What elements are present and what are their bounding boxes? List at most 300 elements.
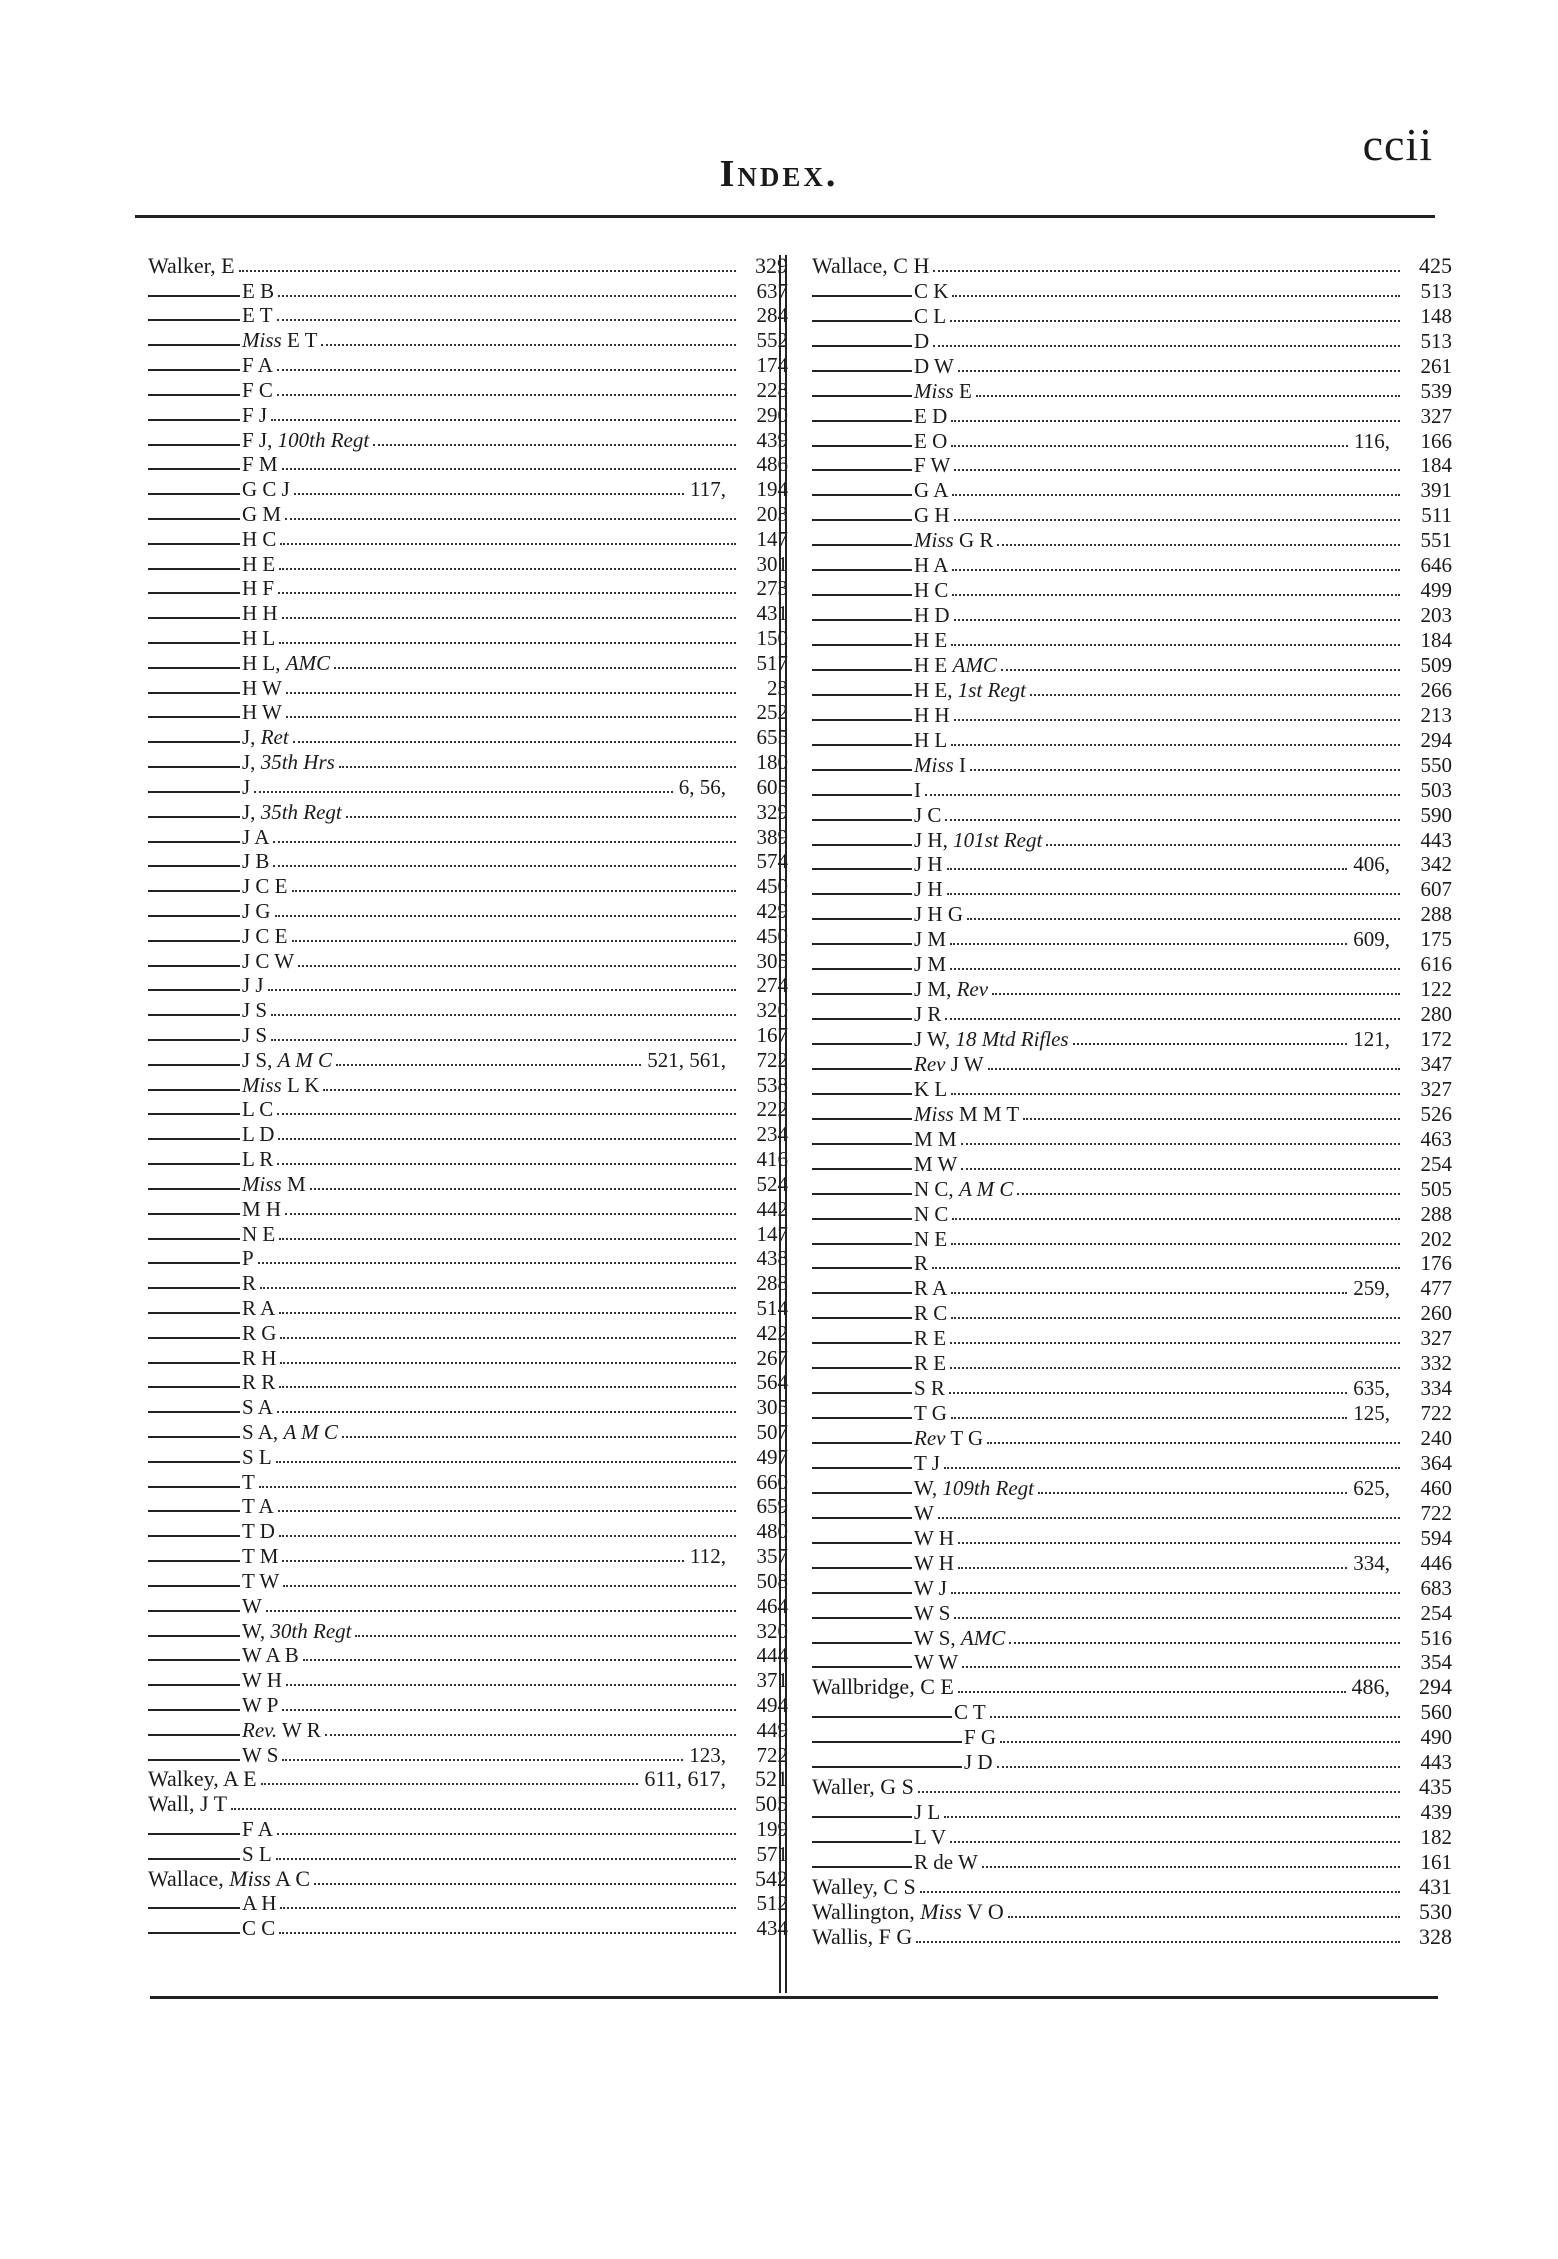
- index-entry: [148, 351, 788, 376]
- index-entry: [812, 1324, 1452, 1349]
- entry-name-text: D W: [914, 353, 954, 378]
- index-entry: [148, 1840, 788, 1865]
- dot-leader: [950, 943, 1347, 945]
- entry-name: [914, 829, 1042, 851]
- page-ref: 320: [756, 1618, 788, 1643]
- entry-name-text: F G: [964, 1725, 997, 1750]
- index-entry: [812, 1200, 1452, 1225]
- ditto-dash: [812, 1218, 912, 1220]
- page-ref: 590: [1420, 802, 1452, 827]
- ditto-dash: [148, 394, 240, 396]
- entry-title-prefix: Rev: [914, 1051, 946, 1076]
- dot-leader: [1046, 844, 1400, 846]
- page-ref: 184: [1420, 628, 1452, 652]
- entry-name: [242, 1620, 351, 1642]
- index-entry: [148, 872, 788, 897]
- dot-leader: [954, 619, 1400, 621]
- entry-name-text: Wallbridge, C E: [812, 1674, 954, 1700]
- page-ref: 327: [1420, 1076, 1452, 1101]
- entry-name-text: R A: [914, 1276, 948, 1301]
- entry-name-text: H C: [242, 526, 277, 551]
- entry-name-text: E D: [914, 403, 948, 428]
- page-ref: 494: [756, 1692, 788, 1717]
- entry-name-text: R R: [242, 1370, 276, 1395]
- ditto-dash: [148, 1039, 240, 1041]
- page-ref: 364: [1420, 1450, 1452, 1475]
- index-entry: [812, 875, 1452, 900]
- entry-name: [242, 1644, 299, 1666]
- entry-name-text: M W: [914, 1151, 958, 1176]
- dot-leader: [261, 1783, 639, 1785]
- entry-name: [242, 925, 288, 947]
- dot-leader: [954, 519, 1400, 521]
- ditto-dash: [812, 868, 912, 870]
- ditto-dash: [812, 1642, 912, 1644]
- index-entry: [148, 1120, 788, 1145]
- dot-leader: [958, 370, 1400, 372]
- index-entry: [148, 1369, 788, 1394]
- dot-leader: [325, 1734, 736, 1736]
- page-ref: 431: [1419, 1873, 1452, 1899]
- entry-name: [242, 379, 273, 401]
- entry-name-text: W S: [914, 1600, 951, 1625]
- page-ref: 305: [756, 1395, 788, 1420]
- dot-leader: [988, 1068, 1400, 1070]
- entry-name-text: J L: [914, 1800, 941, 1825]
- dot-leader: [314, 1883, 736, 1885]
- index-entry: [812, 1299, 1452, 1324]
- entry-name-text: H L: [242, 626, 276, 650]
- index-entry: [812, 1748, 1452, 1773]
- entry-name: [914, 430, 947, 452]
- dot-leader: [282, 468, 736, 470]
- dot-leader: [1038, 1492, 1347, 1494]
- entry-name-text: Wallace,: [148, 1865, 224, 1891]
- entry-name-text: G C J: [242, 477, 290, 502]
- entry-name: [914, 704, 950, 726]
- entry-name-text: T: [242, 1469, 255, 1494]
- index-entry: [148, 1592, 788, 1617]
- dot-leader: [282, 1709, 736, 1711]
- extra-page-refs: 117,: [690, 477, 726, 502]
- ditto-dash: [812, 569, 912, 571]
- index-entry: [148, 1766, 788, 1791]
- dot-leader: [925, 794, 1400, 796]
- dot-leader: [951, 1317, 1400, 1319]
- entry-name-text: J H: [914, 852, 943, 877]
- index-entry: [812, 476, 1452, 501]
- page-title: Index.: [719, 153, 839, 195]
- entry-name-text: G R: [958, 528, 994, 553]
- entry-name-text: C K: [914, 278, 949, 303]
- entry-name: [914, 779, 921, 801]
- entry-title-prefix: Miss: [914, 378, 954, 403]
- ditto-dash: [812, 893, 912, 895]
- page-ref: 538: [756, 1072, 788, 1097]
- entry-name: [242, 1322, 276, 1344]
- entry-name: [242, 1446, 272, 1468]
- index-entry: [812, 751, 1452, 776]
- bottom-rule: [150, 1996, 1438, 1999]
- entry-name-text: N C,: [914, 1176, 954, 1201]
- dot-leader: [323, 1089, 736, 1091]
- page-ref: 463: [1420, 1126, 1452, 1151]
- ditto-dash: [812, 469, 912, 471]
- dot-leader: [293, 741, 736, 743]
- entry-name-text: Wall, J T: [148, 1791, 228, 1817]
- page-ref: 184: [1420, 453, 1452, 478]
- entry-name: [242, 354, 273, 376]
- entry-name-text: M H: [242, 1196, 282, 1221]
- entry-name: [914, 1103, 1019, 1125]
- entry-unit: A M C: [277, 1047, 333, 1072]
- index-entry: [812, 1449, 1452, 1474]
- entry-name: [914, 1228, 947, 1250]
- page-ref: 389: [756, 824, 788, 849]
- index-entry: [812, 1424, 1452, 1449]
- entry-name: [242, 776, 250, 798]
- dot-leader: [952, 1218, 1400, 1220]
- entry-name: [914, 1402, 947, 1424]
- entry-name: [914, 1502, 934, 1524]
- entry-name-text: M: [286, 1171, 306, 1196]
- entry-name: [914, 1427, 983, 1449]
- index-entry: [148, 1865, 788, 1890]
- page-ref: 542: [755, 1865, 788, 1891]
- ditto-dash: [148, 1312, 240, 1314]
- page-ref: 261: [1420, 353, 1452, 378]
- entry-name-text: N C: [914, 1201, 949, 1226]
- ditto-dash: [148, 642, 240, 644]
- entry-title-prefix: Miss: [242, 1171, 282, 1196]
- entry-name-text: K L: [914, 1076, 948, 1101]
- page-ref: 605: [756, 774, 788, 799]
- entry-name: [914, 1003, 941, 1025]
- entry-name-text: F A: [242, 1817, 273, 1841]
- entry-name-text: T W: [242, 1568, 280, 1593]
- entry-name: [242, 1148, 273, 1170]
- index-entry: [148, 252, 788, 277]
- ditto-dash: [148, 741, 240, 743]
- index-entry: [148, 1269, 788, 1294]
- entry-name-text: L R: [242, 1147, 274, 1172]
- page-ref: 444: [756, 1643, 788, 1668]
- page-ref: 477: [1420, 1276, 1452, 1301]
- ditto-dash: [812, 1417, 912, 1419]
- page-ref: 607: [1420, 877, 1452, 902]
- entry-name: [964, 1726, 996, 1748]
- page-ref: 509: [1420, 652, 1452, 677]
- entry-name-text: S L: [242, 1841, 272, 1866]
- entry-name: [914, 729, 947, 751]
- extra-page-refs: 123,: [689, 1742, 726, 1767]
- index-entry: [148, 1691, 788, 1716]
- ditto-dash: [812, 1342, 912, 1344]
- ditto-dash: [812, 1068, 912, 1070]
- ditto-dash: [148, 865, 240, 867]
- entry-name: [242, 1744, 278, 1766]
- entry-name-text: G H: [914, 503, 950, 528]
- ditto-dash: [148, 1362, 240, 1364]
- dot-leader: [266, 1610, 736, 1612]
- index-entry: [148, 1617, 788, 1642]
- ditto-dash: [148, 1163, 240, 1165]
- entry-name: [914, 1153, 957, 1175]
- page-ref: 328: [1419, 1923, 1452, 1949]
- index-entry: [812, 651, 1452, 676]
- index-entry: [148, 1666, 788, 1691]
- dot-leader: [292, 890, 736, 892]
- entry-name-text: A H: [242, 1891, 277, 1916]
- page-ref: 507: [756, 1420, 788, 1444]
- ditto-dash: [148, 1486, 240, 1488]
- dot-leader: [277, 1411, 736, 1413]
- page-ref: 266: [1420, 677, 1452, 702]
- entry-name-text: M M T: [958, 1101, 1020, 1126]
- entry-name: [914, 1203, 948, 1225]
- index-entry: [812, 1075, 1452, 1100]
- page-ref: 438: [756, 1246, 788, 1271]
- page-ref: 161: [1420, 1849, 1452, 1874]
- entry-name: [914, 1028, 1069, 1050]
- page-ref: 288: [1420, 1201, 1452, 1226]
- index-entry: [148, 1914, 788, 1939]
- ditto-dash: [812, 744, 912, 746]
- dot-leader: [298, 965, 736, 967]
- entry-title-prefix: Rev.: [242, 1717, 278, 1742]
- dot-leader: [933, 270, 1400, 272]
- ditto-dash: [148, 1610, 240, 1612]
- ditto-dash: [812, 844, 912, 846]
- page-ref: 301: [756, 551, 788, 576]
- index-entry: [812, 676, 1452, 701]
- page-ref: 526: [1420, 1101, 1452, 1126]
- ditto-dash: [812, 968, 912, 970]
- dot-leader: [958, 1542, 1400, 1544]
- entry-name-text: J M,: [914, 977, 952, 1002]
- entry-name-text: W A B: [242, 1643, 299, 1668]
- entry-name-text: L D: [242, 1122, 275, 1147]
- entry-name-text: G A: [914, 478, 949, 503]
- dot-leader: [945, 819, 1400, 821]
- entry-name-text: R E: [914, 1351, 947, 1376]
- dot-leader: [339, 766, 736, 768]
- entry-name: [242, 751, 335, 773]
- entry-name: [242, 1843, 272, 1865]
- ditto-dash: [148, 568, 240, 570]
- entry-name-text: J W,: [914, 1027, 951, 1051]
- ditto-dash: [148, 1907, 240, 1909]
- index-entry: [148, 302, 788, 327]
- dot-leader: [279, 642, 736, 644]
- page-ref: 505: [1420, 1176, 1452, 1201]
- page-ref: 150: [756, 626, 788, 650]
- ditto-dash: [148, 1014, 240, 1016]
- dot-leader: [992, 993, 1400, 995]
- page-ref: 203: [756, 501, 788, 526]
- ditto-dash: [148, 1262, 240, 1264]
- entry-name: [914, 1801, 940, 1823]
- index-entry: [812, 327, 1452, 352]
- dot-leader: [952, 494, 1400, 496]
- ditto-dash: [812, 320, 912, 322]
- index-entry: [812, 1624, 1452, 1649]
- dot-leader: [1008, 1916, 1400, 1918]
- entry-name-text: S A,: [242, 1420, 279, 1444]
- page-ref: 722: [1420, 1500, 1452, 1525]
- index-entry: [148, 1195, 788, 1220]
- dot-leader: [970, 769, 1400, 771]
- entry-name: [812, 1676, 954, 1698]
- entry-name-text: R G: [242, 1320, 277, 1345]
- ditto-dash: [812, 819, 912, 821]
- ditto-dash: [148, 1138, 240, 1140]
- extra-page-refs: 609,: [1353, 927, 1390, 952]
- entry-name: [242, 1570, 279, 1592]
- page-ref: 660: [756, 1469, 788, 1494]
- page-ref: 280: [1420, 1002, 1452, 1027]
- entry-name: [914, 554, 948, 576]
- entry-name-text: W P: [242, 1692, 279, 1717]
- extra-page-refs: 625,: [1353, 1475, 1390, 1500]
- ditto-dash: [148, 816, 240, 818]
- extra-page-refs: 6, 56,: [678, 774, 726, 799]
- entry-name-text: J S: [242, 998, 268, 1023]
- page-ref: 490: [1420, 1725, 1452, 1750]
- entry-unit: 35th Regt: [260, 799, 342, 824]
- ditto-dash: [148, 369, 240, 371]
- index-entry: [812, 1823, 1452, 1848]
- entry-name-text: R E: [914, 1326, 947, 1351]
- ditto-dash: [812, 1542, 912, 1544]
- ditto-dash: [812, 1143, 912, 1145]
- page-ref: 564: [756, 1370, 788, 1395]
- page-ref: 194: [756, 477, 788, 502]
- entry-name-text: W S: [242, 1742, 279, 1767]
- ditto-dash: [812, 719, 912, 721]
- entry-name-text: P: [242, 1246, 254, 1271]
- page-ref: 480: [756, 1519, 788, 1544]
- index-entry: [812, 302, 1452, 327]
- entry-name: [914, 604, 950, 626]
- dot-leader: [286, 716, 736, 718]
- dot-leader: [954, 469, 1400, 471]
- page-ref: 305: [756, 948, 788, 973]
- entry-name: [242, 1297, 275, 1319]
- dot-leader: [259, 1486, 736, 1488]
- dot-leader: [279, 1386, 736, 1388]
- ditto-dash: [812, 345, 912, 347]
- page-ref: 503: [1420, 777, 1452, 802]
- ditto-dash: [812, 1292, 912, 1294]
- dot-leader: [279, 1932, 736, 1934]
- dot-leader: [951, 1292, 1347, 1294]
- dot-leader: [1017, 1193, 1400, 1195]
- entry-unit: 101st Regt: [953, 827, 1043, 852]
- ditto-dash: [148, 1287, 240, 1289]
- dot-leader: [951, 744, 1400, 746]
- entry-name: [242, 1123, 274, 1145]
- page-ref: 443: [1420, 827, 1452, 852]
- dot-leader: [273, 865, 736, 867]
- index-entry: [812, 1100, 1452, 1125]
- index-entry: [812, 1175, 1452, 1200]
- extra-page-refs: 521, 561,: [647, 1047, 726, 1072]
- index-entry: [812, 950, 1452, 975]
- page-ref: 659: [756, 1494, 788, 1519]
- ditto-dash: [812, 445, 912, 447]
- index-entry: [812, 277, 1452, 302]
- entry-name-text: J D: [964, 1750, 993, 1775]
- dot-leader: [239, 270, 736, 272]
- index-entry: [812, 1374, 1452, 1399]
- dot-leader: [997, 544, 1400, 546]
- index-entry: [148, 1294, 788, 1319]
- entry-name-text: H E: [914, 652, 948, 677]
- extra-page-refs: 611, 617,: [644, 1766, 726, 1792]
- entry-name: [242, 875, 288, 897]
- index-entry: [148, 748, 788, 773]
- page-ref: 254: [1420, 1151, 1452, 1176]
- entry-title-prefix: Miss: [920, 1898, 962, 1924]
- index-entry: [148, 1021, 788, 1046]
- page-ref: 329: [755, 252, 788, 278]
- dot-leader: [278, 1138, 736, 1140]
- entry-name-text: R H: [242, 1345, 277, 1370]
- index-entry: [148, 1716, 788, 1741]
- index-entry: [148, 674, 788, 699]
- entry-name: [914, 1352, 946, 1374]
- entry-unit: AMC: [960, 1625, 1006, 1650]
- dot-leader: [277, 1113, 736, 1115]
- ditto-dash: [812, 1816, 912, 1818]
- page-ref: 260: [1420, 1301, 1452, 1326]
- page-ref: 267: [756, 1345, 788, 1370]
- dot-leader: [275, 915, 736, 917]
- page-ref: 148: [1420, 303, 1452, 328]
- index-entry: [148, 624, 788, 649]
- entry-name: [914, 629, 947, 651]
- dot-leader: [950, 1342, 1400, 1344]
- ditto-dash: [148, 1535, 240, 1537]
- dot-leader: [258, 1262, 736, 1264]
- entry-name-text: J S: [242, 1023, 268, 1047]
- page-ref: 435: [1419, 1774, 1452, 1800]
- entry-name-text: S A: [242, 1395, 273, 1420]
- index-entry: [148, 326, 788, 351]
- entry-name: [812, 1776, 914, 1798]
- entry-name-text: D: [914, 328, 930, 353]
- dot-leader: [961, 1168, 1400, 1170]
- index-entry: [148, 575, 788, 600]
- page-ref: 429: [756, 898, 788, 923]
- entry-name: [242, 1471, 255, 1493]
- entry-unit: 35th Hrs: [260, 750, 335, 775]
- dot-leader: [294, 493, 684, 495]
- dot-leader: [346, 816, 736, 818]
- index-entry: [812, 1773, 1452, 1798]
- entry-name: [914, 978, 988, 1000]
- entry-name-text: C L: [914, 303, 947, 328]
- entry-name-text: J B: [242, 849, 270, 874]
- entry-name-text: E T: [242, 303, 273, 328]
- entry-name-text: H L: [914, 727, 948, 752]
- entry-name: [914, 280, 948, 302]
- page-ref: 391: [1420, 478, 1452, 503]
- entry-name-text: H H: [914, 702, 950, 727]
- index-entry: [148, 500, 788, 525]
- dot-leader: [951, 1417, 1347, 1419]
